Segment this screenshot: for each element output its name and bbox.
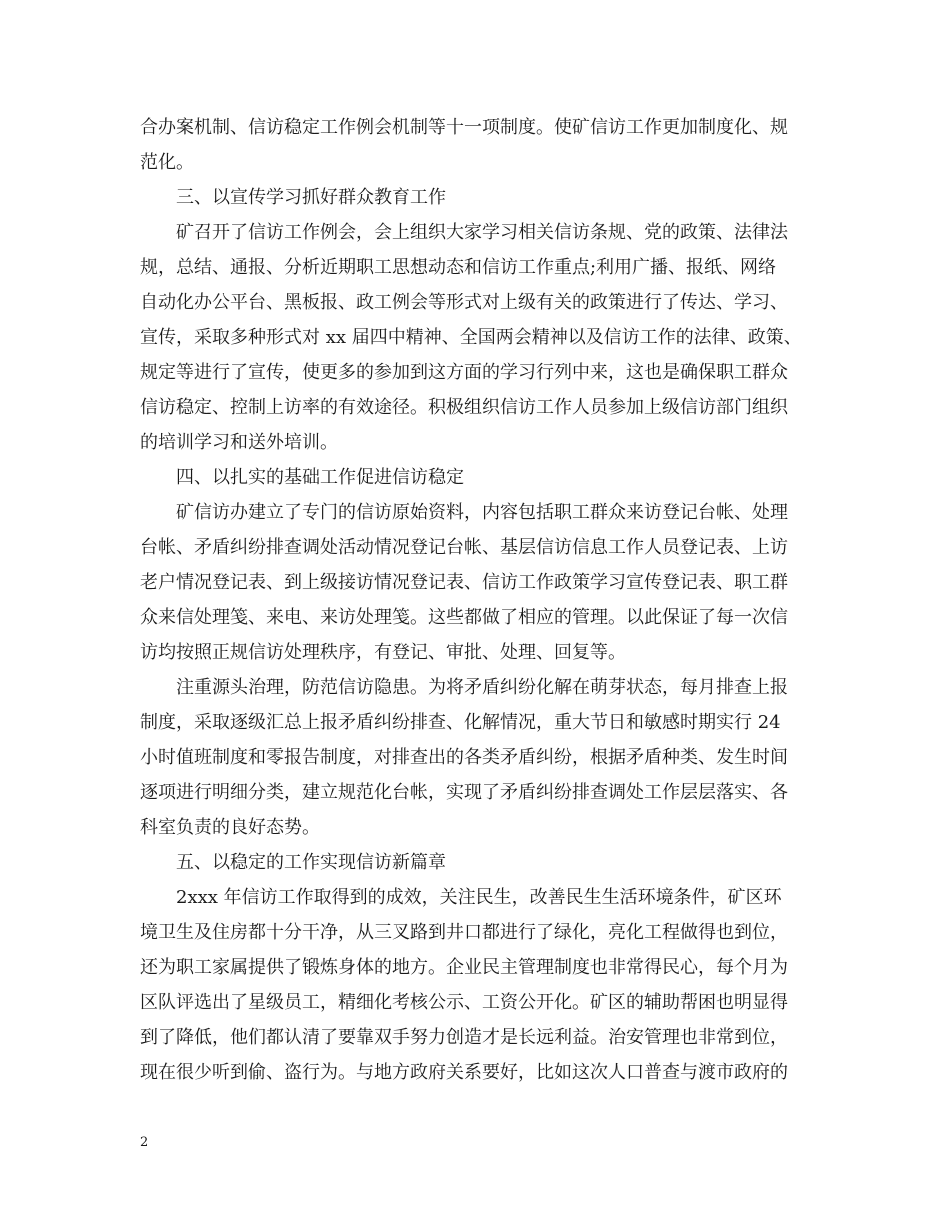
text-line: 逐项进行明细分类，建立规范化台帐，实现了矛盾纠纷排查调处工作层层落实、各 (140, 782, 788, 803)
text-line: 自动化办公平台、黑板报、政工例会等形式对上级有关的政策进行了传达、学习、 (140, 292, 788, 313)
text-line: 还为职工家属提供了锻炼身体的地方。企业民主管理制度也非常得民心，每个月为 (140, 957, 788, 978)
text-line: 信访稳定、控制上访率的有效途径。积极组织信访工作人员参加上级信访部门组织 (140, 397, 788, 418)
text-line: 访均按照正规信访处理秩序，有登记、审批、处理、回复等。 (140, 642, 626, 663)
text-line: 台帐、矛盾纠纷排查调处活动情况登记台帐、基层信访信息工作人员登记表、上访 (140, 537, 788, 558)
text-line: 众来信处理笺、来电、来访处理笺。这些都做了相应的管理。以此保证了每一次信 (140, 607, 788, 628)
text-line: 制度，采取逐级汇总上报矛盾纠纷排查、化解情况，重大节日和敏感时期实行 24 (140, 712, 781, 733)
text-line: 合办案机制、信访稳定工作例会机制等十一项制度。使矿信访工作更加制度化、规 (140, 117, 788, 138)
page-number: 2 (140, 1135, 149, 1150)
text-line: 区队评选出了星级员工，精细化考核公示、工资公开化。矿区的辅助帮困也明显得 (140, 992, 788, 1013)
text-line: 境卫生及住房都十分干净，从三叉路到井口都进行了绿化，亮化工程做得也到位， (140, 922, 788, 943)
text-line: 规，总结、通报、分析近期职工思想动态和信访工作重点;利用广播、报纸、网络 (140, 257, 777, 278)
text-line: 到了降低，他们都认清了要靠双手努力创造才是长远利益。治安管理也非常到位， (140, 1027, 788, 1048)
text-line: 矿召开了信访工作例会，会上组织大家学习相关信访条规、党的政策、法律法 (176, 222, 788, 243)
text-line: 现在很少听到偷、盗行为。与地方政府关系要好，比如这次人口普查与渡市政府的 (140, 1062, 788, 1083)
text-line: 科室负责的良好态势。 (140, 817, 320, 838)
text-line: 规定等进行了宣传，使更多的参加到这方面的学习行列中来，这也是确保职工群众 (140, 362, 788, 383)
text-line: 小时值班制度和零报告制度，对排查出的各类矛盾纠纷，根据矛盾种类、发生时间 (140, 747, 788, 768)
text-line: 2xxx 年信访工作取得到的成效，关注民生，改善民生生活环境条件，矿区环 (176, 887, 782, 908)
text-line: 矿信访办建立了专门的信访原始资料，内容包括职工群众来访登记台帐、处理 (176, 502, 788, 523)
text-line: 三、以宣传学习抓好群众教育工作 (176, 187, 446, 208)
text-line: 老户情况登记表、到上级接访情况登记表、信访工作政策学习宣传登记表、职工群 (140, 572, 788, 593)
document-body (140, 110, 825, 1090)
text-line: 四、以扎实的基础工作促进信访稳定 (176, 467, 464, 488)
text-line: 注重源头治理，防范信访隐患。为将矛盾纠纷化解在萌芽状态，每月排查上报 (176, 677, 788, 698)
text-line: 范化。 (140, 152, 194, 173)
text-line: 五、以稳定的工作实现信访新篇章 (176, 852, 446, 873)
text-line: 宣传，采取多种形式对 xx 届四中精神、全国两会精神以及信访工作的法律、政策、 (140, 327, 802, 348)
text-line: 的培训学习和送外培训。 (140, 432, 338, 453)
